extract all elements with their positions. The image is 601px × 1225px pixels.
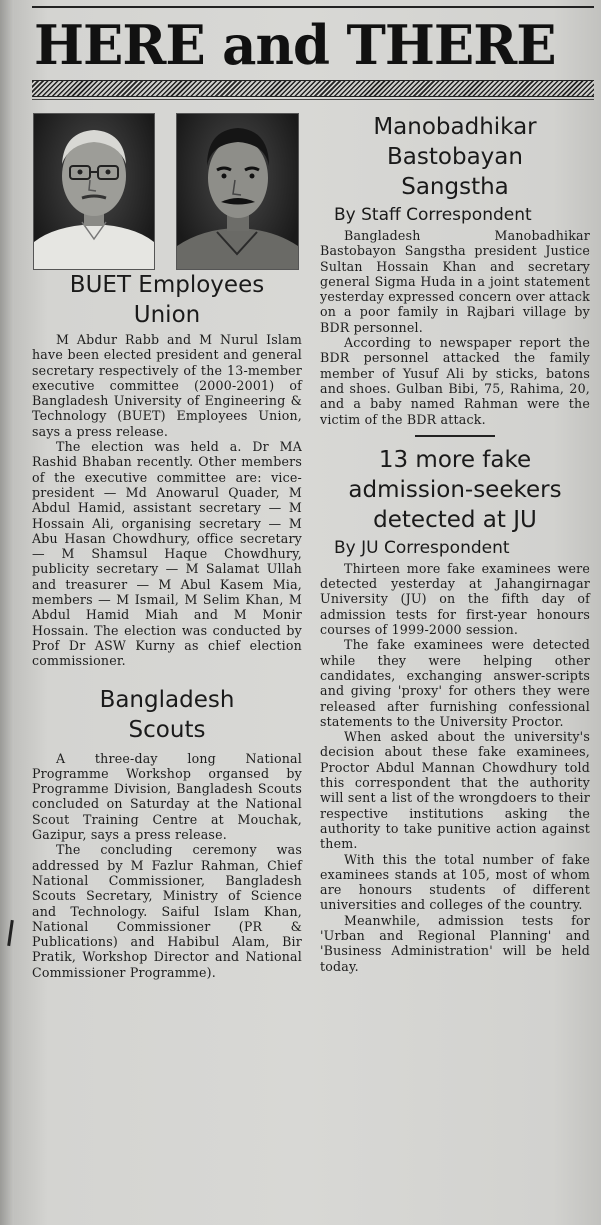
article-headline (32, 270, 302, 330)
paragraph: According to newspaper report the BDR personnel attacked the family member of Yusuf Ali by sticks, batons and shoes. Gulban Bibi, 75, Rahima, 20, and a baby named Rahman were the victim of the BDR attack. (320, 335, 590, 427)
article-separator (415, 435, 495, 437)
headline-line: 13 more fake (378, 446, 532, 473)
masthead-top-rule (32, 6, 594, 8)
left-column (32, 270, 302, 980)
headline-line: Manobadhikar (373, 114, 537, 140)
right-column (320, 112, 590, 974)
page-fold-shadow (0, 0, 14, 1225)
paragraph: M Abdur Rabb and M Nurul Islam have been elected president and general secretary respectively of the 13-member executive committee (2000-2001) of Bangladesh University of Engineering & Technology (BUET) Employees Union, says a press release. (32, 332, 302, 439)
headline-line: Sangstha (401, 174, 509, 200)
article-manobadhikar (320, 112, 590, 427)
article-byline: By JU Correspondent (334, 537, 510, 558)
paragraph: When asked about the university's decision about these fake examinees, Proctor Abdul Mannan Chowdhury told this correspondent that the authority will sent a list of the wrongdoers to their respective institutions asking the authority to take punitive action against them. (320, 729, 590, 852)
paragraph: With this the total number of fake examinees stands at 105, most of whom are honours students of different universities and colleges of the country. (320, 851, 590, 913)
portrait-man-moustache (177, 114, 298, 269)
masthead-hatch-band (32, 80, 594, 97)
headline-line: Scouts (128, 716, 206, 743)
article-body (32, 332, 302, 669)
article-bangladesh-scouts (32, 685, 302, 980)
paragraph: A three-day long National Programme Workshop organsed by Programme Division, Bangladesh Scouts concluded on Saturday at the National Scout Training Centre at Mouchak, Gazipur, says a press release. (32, 750, 302, 843)
headline-line: Union (133, 302, 201, 328)
article-headline (32, 685, 302, 745)
article-byline: By Staff Correspondent (334, 205, 532, 225)
headline-line: admission-seekers (348, 476, 562, 503)
paragraph: The fake examinees were detected while they were helping other candidates, exchanging answer-scripts and giving 'proxy' for others they were released after furnishing confessional statements to the University Proctor. (320, 637, 590, 729)
headline-line: detected at JU (373, 506, 537, 533)
article-headline (320, 112, 590, 202)
photo-nurul-islam (176, 113, 299, 270)
headline-line: BUET Employees (69, 272, 265, 298)
paragraph: Meanwhile, admission tests for 'Urban and Regional Planning' and 'Business Administration' will be held today. (320, 912, 590, 974)
headline-line: Bangladesh (99, 686, 235, 713)
photo-abdur-rabb (33, 113, 155, 270)
article-body (320, 228, 590, 427)
section-masthead: HERE and THERE (34, 13, 556, 77)
portrait-man-glasses (34, 114, 154, 269)
masthead-bottom-rule (32, 99, 594, 100)
paragraph: Thirteen more fake examinees were detected yesterday at Jahangirnagar University (JU) on the fifth day of admission tests for first-year honours courses of 1999-2000 session. (320, 560, 590, 638)
paragraph: The concluding ceremony was addressed by M Fazlur Rahman, Chief National Commissioner, Bangladesh Scouts Secretary, Ministry of Science and Technology. Saiful Islam Khan, National Commissioner (PR & Publications) and Habibul Alam, Bir Pratik, Workshop Director and National Commissioner Programme). (32, 842, 302, 980)
article-body (320, 561, 590, 974)
article-buet-union (32, 270, 302, 669)
headline-line: Bastobayan (387, 144, 523, 170)
article-fake-admission (320, 445, 590, 974)
paragraph: Bangladesh Manobadhikar Bastobayon Sangstha president Justice Sultan Hossain Khan and secretary general Sigma Huda in a joint statement yesterday expressed concern over attack on a poor family in Rajbari village by BDR personnel. (320, 228, 590, 335)
paragraph: The election was held a. Dr MA Rashid Bhaban recently. Other members of the executive committee are: vice-president — Md Anowarul Quader, M Abdul Hamid, assistant secretary — M Hossain Ali, organising secretary — M Abu Hasan Chowdhury, office secretary — M Shamsul Haque Chowdhury, publicity secretary — M Salamat Ullah and treasurer — M Abul Kasem Mia, members — M Ismail, M Selim Khan, M Abdul Hamid Miah and M Monir Hossain. The election was conducted by Prof Dr ASW Kurny as chief election commissioner. (32, 439, 302, 669)
article-body (32, 751, 302, 980)
article-headline (320, 445, 590, 535)
